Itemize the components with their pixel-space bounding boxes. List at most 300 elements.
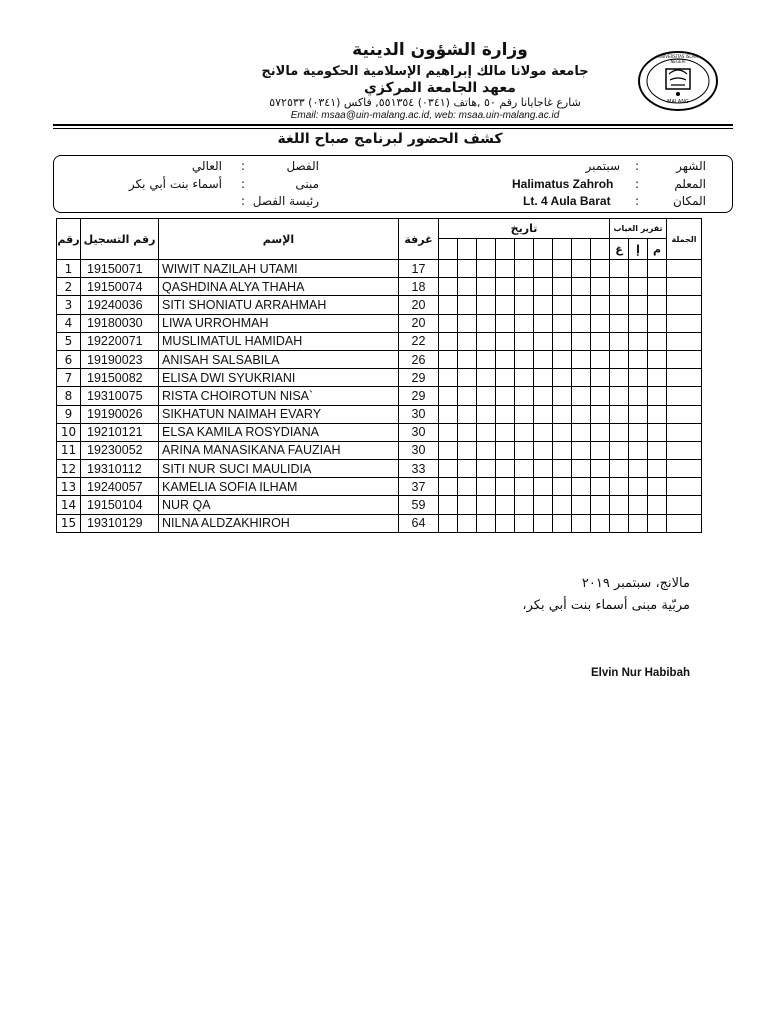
attendance-cell — [477, 423, 496, 441]
student-name: SITI NUR SUCI MAULIDIA — [159, 460, 399, 478]
absence-cell — [610, 496, 629, 514]
teacher-label: المعلم — [674, 177, 706, 191]
absence-cell — [610, 332, 629, 350]
class-colon: : — [241, 159, 246, 173]
attendance-cell — [458, 332, 477, 350]
attendance-cell — [572, 314, 591, 332]
month-label: الشهر — [676, 159, 706, 173]
attendance-cell — [572, 278, 591, 296]
class-label: الفصل — [286, 159, 319, 173]
attendance-cell — [458, 514, 477, 532]
room-number: 18 — [399, 278, 439, 296]
row-number: 11 — [57, 441, 81, 459]
attendance-cell — [553, 350, 572, 368]
attendance-cell — [496, 496, 515, 514]
table-row — [57, 278, 702, 296]
absence-cell — [648, 369, 667, 387]
absence-cell — [648, 278, 667, 296]
absence-cell — [648, 460, 667, 478]
student-name: ELISA DWI SYUKRIANI — [159, 369, 399, 387]
date-slot — [477, 239, 496, 260]
attendance-cell — [572, 478, 591, 496]
attendance-cell — [553, 405, 572, 423]
student-name: NILNA ALDZAKHIROH — [159, 514, 399, 532]
attendance-cell — [553, 260, 572, 278]
room-number: 64 — [399, 514, 439, 532]
attendance-cell — [591, 460, 610, 478]
attendance-cell — [572, 387, 591, 405]
student-name: MUSLIMATUL HAMIDAH — [159, 332, 399, 350]
attendance-cell — [439, 478, 458, 496]
attendance-cell — [572, 296, 591, 314]
attendance-cell — [496, 423, 515, 441]
signature-date: مالانج، سبتمبر ٢٠١٩ — [581, 576, 690, 591]
attendance-cell — [515, 278, 534, 296]
attendance-cell — [515, 369, 534, 387]
col-header-abs-i: إ — [629, 239, 648, 260]
absence-cell — [629, 460, 648, 478]
date-slot — [458, 239, 477, 260]
attendance-cell — [496, 405, 515, 423]
attendance-cell — [477, 460, 496, 478]
attendance-cell — [477, 296, 496, 314]
contact-line: Email: msaa@uin-malang.ac.id, web: msaa.uin-malang.ac.id — [290, 110, 560, 121]
registration-number: 19310129 — [81, 514, 159, 532]
attendance-cell — [591, 514, 610, 532]
attendance-cell — [534, 296, 553, 314]
registration-number: 19190023 — [81, 350, 159, 368]
absence-cell — [648, 514, 667, 532]
total-cell — [667, 260, 702, 278]
student-name: LIWA URROHMAH — [159, 314, 399, 332]
row-number: 6 — [57, 350, 81, 368]
row-number: 1 — [57, 260, 81, 278]
attendance-cell — [591, 387, 610, 405]
attendance-cell — [477, 369, 496, 387]
attendance-cell — [496, 441, 515, 459]
table-row — [57, 314, 702, 332]
attendance-cell — [496, 478, 515, 496]
attendance-cell — [496, 278, 515, 296]
total-cell — [667, 514, 702, 532]
attendance-cell — [534, 260, 553, 278]
absence-cell — [610, 260, 629, 278]
table-row — [57, 478, 702, 496]
attendance-cell — [572, 260, 591, 278]
attendance-cell — [591, 260, 610, 278]
attendance-cell — [458, 369, 477, 387]
absence-cell — [648, 478, 667, 496]
row-number: 4 — [57, 314, 81, 332]
attendance-cell — [458, 350, 477, 368]
total-cell — [667, 460, 702, 478]
absence-cell — [629, 260, 648, 278]
attendance-cell — [515, 478, 534, 496]
signature-role: مربّية مبنى أسماء بنت أبي بكر، — [522, 598, 690, 613]
attendance-cell — [439, 423, 458, 441]
room-number: 29 — [399, 387, 439, 405]
col-header-reg: رقم التسجيل — [81, 219, 159, 260]
row-number: 5 — [57, 332, 81, 350]
building-value: أسماء بنت أبي بكر — [128, 177, 222, 191]
room-number: 30 — [399, 441, 439, 459]
absence-cell — [648, 405, 667, 423]
room-number: 17 — [399, 260, 439, 278]
attendance-cell — [477, 387, 496, 405]
absence-cell — [648, 296, 667, 314]
attendance-cell — [515, 314, 534, 332]
absence-cell — [610, 350, 629, 368]
col-header-absence: تقرير الغياب — [610, 219, 667, 239]
absence-cell — [610, 405, 629, 423]
absence-cell — [648, 441, 667, 459]
signer-name: Elvin Nur Habibah — [590, 667, 690, 679]
attendance-cell — [534, 332, 553, 350]
total-cell — [667, 423, 702, 441]
attendance-cell — [496, 314, 515, 332]
table-row — [57, 387, 702, 405]
absence-cell — [610, 478, 629, 496]
attendance-cell — [477, 478, 496, 496]
class-head-colon: : — [241, 194, 246, 208]
absence-cell — [610, 278, 629, 296]
header-divider — [53, 124, 733, 126]
absence-cell — [610, 423, 629, 441]
date-slot — [515, 239, 534, 260]
student-name: WIWIT NAZILAH UTAMI — [159, 260, 399, 278]
room-number: 22 — [399, 332, 439, 350]
attendance-cell — [572, 514, 591, 532]
room-number: 30 — [399, 423, 439, 441]
place-colon: : — [635, 194, 640, 208]
attendance-cell — [553, 332, 572, 350]
attendance-cell — [439, 460, 458, 478]
room-number: 30 — [399, 405, 439, 423]
col-header-abs-m: م — [648, 239, 667, 260]
month-value: سبتمبر — [585, 159, 620, 173]
student-name: NUR QA — [159, 496, 399, 514]
absence-cell — [610, 514, 629, 532]
table-row — [57, 514, 702, 532]
absence-cell — [629, 387, 648, 405]
row-number: 10 — [57, 423, 81, 441]
col-header-total: الجملة — [667, 219, 702, 260]
col-header-name: الإسم — [159, 219, 399, 260]
student-name: ANISAH SALSABILA — [159, 350, 399, 368]
col-header-abs-g: غ — [610, 239, 629, 260]
attendance-cell — [572, 350, 591, 368]
attendance-cell — [439, 350, 458, 368]
attendance-cell — [591, 496, 610, 514]
table-row — [57, 332, 702, 350]
attendance-cell — [496, 369, 515, 387]
attendance-cell — [458, 260, 477, 278]
table-row — [57, 496, 702, 514]
attendance-cell — [553, 314, 572, 332]
attendance-cell — [553, 387, 572, 405]
room-number: 29 — [399, 369, 439, 387]
attendance-cell — [458, 478, 477, 496]
attendance-cell — [496, 296, 515, 314]
institute-heading: معهد الجامعة المركزي — [364, 80, 516, 96]
registration-number: 19150082 — [81, 369, 159, 387]
absence-cell — [629, 278, 648, 296]
attendance-cell — [439, 405, 458, 423]
attendance-cell — [515, 514, 534, 532]
absence-cell — [629, 478, 648, 496]
attendance-cell — [572, 460, 591, 478]
date-slot — [553, 239, 572, 260]
date-slot — [496, 239, 515, 260]
row-number: 7 — [57, 369, 81, 387]
registration-number: 19240036 — [81, 296, 159, 314]
attendance-cell — [477, 350, 496, 368]
absence-cell — [648, 496, 667, 514]
row-number: 13 — [57, 478, 81, 496]
attendance-cell — [591, 441, 610, 459]
building-label: مبنى — [295, 177, 319, 191]
date-slot — [591, 239, 610, 260]
attendance-cell — [553, 460, 572, 478]
attendance-cell — [458, 405, 477, 423]
col-header-date: تاريخ — [439, 219, 610, 239]
absence-cell — [610, 387, 629, 405]
registration-number: 19310112 — [81, 460, 159, 478]
place-label: المكان — [672, 194, 706, 208]
teacher-value: Halimatus Zahroh — [512, 177, 614, 191]
attendance-cell — [477, 496, 496, 514]
absence-cell — [629, 314, 648, 332]
place-value: Lt. 4 Aula Barat — [523, 194, 611, 208]
attendance-cell — [534, 278, 553, 296]
table-row — [57, 441, 702, 459]
attendance-cell — [534, 350, 553, 368]
attendance-cell — [591, 332, 610, 350]
attendance-cell — [439, 441, 458, 459]
total-cell — [667, 405, 702, 423]
ministry-heading: وزارة الشؤون الدينية — [352, 40, 528, 60]
registration-number: 19230052 — [81, 441, 159, 459]
attendance-cell — [458, 441, 477, 459]
absence-cell — [648, 260, 667, 278]
attendance-cell — [496, 332, 515, 350]
room-number: 59 — [399, 496, 439, 514]
room-number: 26 — [399, 350, 439, 368]
room-number: 33 — [399, 460, 439, 478]
attendance-cell — [515, 387, 534, 405]
attendance-cell — [534, 514, 553, 532]
attendance-cell — [591, 478, 610, 496]
absence-cell — [648, 350, 667, 368]
attendance-cell — [439, 278, 458, 296]
attendance-cell — [591, 278, 610, 296]
registration-number: 19150074 — [81, 278, 159, 296]
attendance-cell — [439, 387, 458, 405]
university-logo — [637, 50, 719, 112]
total-cell — [667, 478, 702, 496]
attendance-cell — [496, 460, 515, 478]
attendance-cell — [591, 405, 610, 423]
class-value: العالي — [191, 159, 222, 173]
address-line: شارع غاجايانا رقم ٥٠ ,هاتف (٠٣٤١) ٥٥١٣٥٤, فاكس (٠٣٤١) ٥٧٢٥٣٣ — [269, 96, 581, 109]
attendance-cell — [496, 260, 515, 278]
room-number: 20 — [399, 296, 439, 314]
total-cell — [667, 441, 702, 459]
absence-cell — [629, 514, 648, 532]
attendance-cell — [553, 441, 572, 459]
total-cell — [667, 350, 702, 368]
attendance-cell — [477, 332, 496, 350]
attendance-cell — [515, 332, 534, 350]
attendance-cell — [477, 314, 496, 332]
room-number: 20 — [399, 314, 439, 332]
absence-cell — [629, 296, 648, 314]
total-cell — [667, 314, 702, 332]
student-name: ARINA MANASIKANA FAUZIAH — [159, 441, 399, 459]
attendance-cell — [458, 496, 477, 514]
building-colon: : — [241, 177, 246, 191]
table-row — [57, 423, 702, 441]
attendance-cell — [534, 369, 553, 387]
absence-cell — [629, 350, 648, 368]
date-slot — [534, 239, 553, 260]
row-number: 9 — [57, 405, 81, 423]
attendance-cell — [515, 460, 534, 478]
attendance-cell — [572, 441, 591, 459]
university-heading: جامعة مولانا مالك إبراهيم الإسلامية الحكومية مالانج — [261, 64, 589, 79]
class-head-label: رئيسة الفصل — [252, 194, 319, 208]
attendance-cell — [534, 441, 553, 459]
attendance-cell — [458, 314, 477, 332]
absence-cell — [648, 314, 667, 332]
attendance-cell — [477, 260, 496, 278]
attendance-cell — [591, 350, 610, 368]
attendance-cell — [591, 423, 610, 441]
row-number: 2 — [57, 278, 81, 296]
attendance-cell — [534, 478, 553, 496]
header-divider-thin — [53, 128, 733, 129]
attendance-cell — [496, 350, 515, 368]
table-row — [57, 260, 702, 278]
total-cell — [667, 332, 702, 350]
absence-cell — [629, 496, 648, 514]
absence-cell — [629, 423, 648, 441]
registration-number: 19150104 — [81, 496, 159, 514]
registration-number: 19190026 — [81, 405, 159, 423]
absence-cell — [648, 332, 667, 350]
attendance-cell — [515, 496, 534, 514]
student-name: ELSA KAMILA ROSYDIANA — [159, 423, 399, 441]
attendance-cell — [572, 332, 591, 350]
attendance-cell — [515, 296, 534, 314]
attendance-cell — [534, 405, 553, 423]
attendance-cell — [553, 369, 572, 387]
room-number: 37 — [399, 478, 439, 496]
absence-cell — [610, 460, 629, 478]
attendance-cell — [553, 478, 572, 496]
student-name: RISTA CHOIROTUN NISA` — [159, 387, 399, 405]
teacher-colon: : — [635, 177, 640, 191]
attendance-cell — [496, 514, 515, 532]
total-cell — [667, 278, 702, 296]
attendance-cell — [477, 441, 496, 459]
attendance-cell — [553, 278, 572, 296]
table-row — [57, 350, 702, 368]
attendance-table — [56, 218, 702, 533]
absence-cell — [610, 369, 629, 387]
row-number: 15 — [57, 514, 81, 532]
attendance-cell — [534, 314, 553, 332]
attendance-cell — [458, 296, 477, 314]
table-row — [57, 369, 702, 387]
info-box — [53, 155, 733, 213]
total-cell — [667, 296, 702, 314]
attendance-cell — [515, 350, 534, 368]
row-number: 12 — [57, 460, 81, 478]
attendance-cell — [458, 278, 477, 296]
attendance-cell — [515, 405, 534, 423]
month-colon: : — [635, 159, 640, 173]
attendance-cell — [572, 405, 591, 423]
absence-cell — [610, 441, 629, 459]
attendance-cell — [439, 496, 458, 514]
attendance-cell — [458, 387, 477, 405]
attendance-cell — [439, 314, 458, 332]
attendance-cell — [515, 423, 534, 441]
table-row — [57, 460, 702, 478]
attendance-cell — [553, 514, 572, 532]
student-name: QASHDINA ALYA THAHA — [159, 278, 399, 296]
registration-number: 19210121 — [81, 423, 159, 441]
total-cell — [667, 387, 702, 405]
row-number: 8 — [57, 387, 81, 405]
attendance-cell — [553, 423, 572, 441]
absence-cell — [629, 405, 648, 423]
student-name: SIKHATUN NAIMAH EVARY — [159, 405, 399, 423]
attendance-cell — [553, 296, 572, 314]
student-name: KAMELIA SOFIA ILHAM — [159, 478, 399, 496]
attendance-cell — [572, 423, 591, 441]
attendance-cell — [572, 496, 591, 514]
attendance-cell — [439, 514, 458, 532]
attendance-cell — [534, 460, 553, 478]
attendance-cell — [458, 460, 477, 478]
absence-cell — [610, 296, 629, 314]
attendance-cell — [458, 423, 477, 441]
absence-cell — [629, 332, 648, 350]
absence-cell — [610, 314, 629, 332]
registration-number: 19180030 — [81, 314, 159, 332]
date-slot — [572, 239, 591, 260]
registration-number: 19150071 — [81, 260, 159, 278]
absence-cell — [629, 369, 648, 387]
logo-city: MALANG — [667, 99, 689, 105]
date-slot — [439, 239, 458, 260]
table-row — [57, 405, 702, 423]
absence-cell — [648, 423, 667, 441]
document-title: كشف الحضور لبرنامج صباح اللغة — [277, 131, 503, 147]
logo-caption: UNIVERSITAS ISLAM NEGERI — [658, 54, 698, 64]
attendance-cell — [439, 260, 458, 278]
registration-number: 19220071 — [81, 332, 159, 350]
attendance-cell — [515, 441, 534, 459]
attendance-cell — [553, 496, 572, 514]
attendance-cell — [572, 369, 591, 387]
attendance-cell — [591, 314, 610, 332]
attendance-cell — [591, 296, 610, 314]
attendance-cell — [515, 260, 534, 278]
row-number: 3 — [57, 296, 81, 314]
